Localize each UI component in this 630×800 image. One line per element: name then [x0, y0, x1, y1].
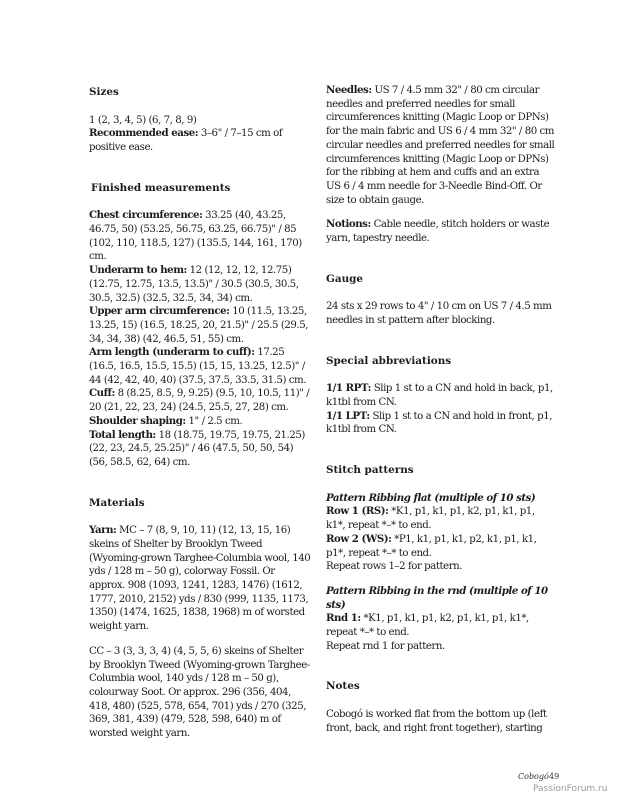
gauge-heading: Gauge [326, 272, 364, 285]
abbreviations-section [326, 355, 556, 437]
left-column [89, 76, 311, 741]
rnd1-text: *K1, p1, k1, p1, k2, p1, k1, p1, k1*, repeat *–* to end. [326, 613, 529, 639]
notions-paragraph [326, 218, 556, 245]
cuff-text: 8 (8.25, 8.5, 9, 9.25) (9.5, 10, 10.5, 11)" / 20 (21, 22, 23, 24) (24.5, 25.5, 27, 28) cm. [89, 388, 310, 414]
sizes-line: 1 (2, 3, 4, 5) (6, 7, 8, 9) [89, 114, 197, 126]
needles-text: US 7 / 4.5 mm 32" / 80 cm circular needles and preferred needles for small circumferences knitting (Magic Loop or DPNs) for the main fabric and US 6 / 4 mm 32" / 80 cm circular needles and preferred needles for small circumferences knitting (Magic Loop or DPNs) for the ribbing at hem and cuffs and an extra US 6 / 4 mm needle for 3-Needle Bind-Off. Or size to obtain gauge. [326, 85, 555, 206]
notes-section [326, 680, 556, 735]
notions-label: Notions: [326, 218, 371, 231]
rnd-pattern [326, 585, 556, 654]
total-length-text: 18 (18.75, 19.75, 19.75, 21.25) (22, 23, 24.5, 25.25)" / 46 (47.5, 50, 50, 54) (56, 58.5, 62, 64) cm. [89, 429, 305, 468]
sizes-section [89, 86, 311, 155]
row2-text: *P1, k1, p1, k1, p2, k1, p1, k1, p1*, repeat *–* to end. [326, 533, 537, 559]
underarm-text: 12 (12, 12, 12, 12.75) (12.75, 12.75, 13.5, 13.5)" / 30.5 (30.5, 30.5, 30.5, 32.5) (32.5, 32.5, 34, 34) cm. [89, 265, 299, 304]
chest-text: 33.25 (40, 43.25, 46.75, 50) (53.25, 56.75, 63.25, 66.75)" / 85 (102, 110, 118.5, 127) (135.5, 144, 161, 170) cm. [89, 210, 302, 263]
arm-length-label: Arm length (underarm to cuff): [89, 346, 255, 359]
arm-length-text: 17.25 (16.5, 16.5, 15.5, 15.5) (15, 15, 13.25, 12.5)" / 44 (42, 42, 40, 40) (37.5, 37.5, 33.5, 31.5) cm. [89, 347, 307, 386]
lpt-text: Slip 1 st to a CN and hold in front, p1, k1tbl from CN. [326, 410, 553, 436]
notions-text: Cable needle, stitch holders or waste yarn, tapestry needle. [326, 219, 550, 245]
notes-text: Cobogó is worked flat from the bottom up (left front, back, and right front together), starting [326, 709, 547, 734]
finished-list [89, 209, 311, 469]
cc-paragraph: CC – 3 (3, 3, 3, 4) (4, 5, 5, 6) skeins of Shelter by Brooklyn Tweed (Wyoming-grown Targhee-Columbia wool, 140 yds / 128 m – 50 g), colourway Soot. Or approx. 296 (356, 404, 418, 480) (525, 578, 654, 701) yds / 270 (325, 369, 381, 439) (479, 528, 598, 640) m of worsted weight yarn. [89, 645, 310, 740]
needles-label: Needles: [326, 84, 372, 96]
right-column [326, 76, 556, 735]
needles-paragraph [326, 84, 556, 207]
rpt-label: 1/1 RPT: [326, 382, 371, 395]
flat-pattern [326, 492, 556, 574]
total-length-label: Total length: [89, 428, 156, 441]
yarn-text: MC – 7 (8, 9, 10, 11) (12, 13, 15, 16) skeins of Shelter by Brooklyn Tweed (Wyoming-grown Targhee-Columbia wool, 140 yds / 128 m – 50 g), colorway Fossil. Or approx. 908 (1093, 1241, 1283, 1476) (1612, 1777, 2010, 2152) yds / 830 (999, 1135, 1173, 1350) (1474, 1625, 1838, 1968) m of worsted weight yarn. [89, 525, 311, 633]
rpt-text: Slip 1 st to a CN and hold in back, p1, k1tbl from CN. [326, 383, 553, 409]
gauge-section [326, 273, 556, 328]
stitch-section [326, 464, 556, 653]
rnd1-label: Rnd 1: [326, 612, 361, 625]
yarn-paragraph [89, 524, 311, 634]
finished-section [89, 182, 311, 470]
ease-text: 3–6" / 7–15 cm of positive ease. [89, 128, 283, 153]
upper-arm-text: 10 (11.5, 13.25, 13.25, 15) (16.5, 18.25, 20, 21.5)" / 25.5 (29.5, 34, 34, 38) (42, 46.5, 51, 55) cm. [89, 306, 309, 345]
sizes-text [89, 114, 311, 155]
stitch-heading: Stitch patterns [326, 464, 414, 477]
cuff-label: Cuff: [89, 387, 115, 400]
rnd-pattern-title: Pattern Ribbing in the rnd (multiple of 10 sts) [326, 584, 548, 611]
upper-arm-label: Upper arm circumference: [89, 305, 230, 318]
footer-title: Cobogó [518, 772, 549, 781]
materials-section [89, 497, 311, 741]
flat-repeat: Repeat rows 1–2 for pattern. [326, 561, 463, 573]
underarm-label: Underarm to hem: [89, 264, 187, 277]
notes-heading: Notes [326, 680, 360, 693]
finished-heading: Finished measurements [91, 181, 231, 194]
rnd-repeat: Repeat rnd 1 for pattern. [326, 640, 445, 652]
sizes-heading: Sizes [89, 86, 119, 98]
abbreviations-heading: Special abbreviations [326, 354, 452, 367]
row2-label: Row 2 (WS): [326, 532, 392, 545]
page-number: 49 [549, 772, 560, 781]
row1-label: Row 1 (RS): [326, 505, 389, 518]
yarn-label: Yarn: [89, 524, 117, 537]
flat-pattern-title: Pattern Ribbing flat (multiple of 10 sts) [326, 491, 536, 504]
watermark: PassionForum.ru [533, 784, 608, 794]
chest-label: Chest circumference: [89, 209, 203, 222]
lpt-label: 1/1 LPT: [326, 409, 370, 422]
row1-text: *K1, p1, k1, p1, k2, p1, k1, p1, k1*, repeat *–* to end. [326, 506, 535, 532]
shoulder-label: Shoulder shaping: [89, 414, 186, 427]
materials-heading: Materials [89, 496, 145, 509]
abbreviations-list [326, 382, 556, 437]
gauge-text: 24 sts x 29 rows to 4" / 10 cm on US 7 / 4.5 mm needles in st pattern after blocking. [326, 301, 552, 327]
ease-label: Recommended ease: [89, 127, 199, 140]
shoulder-text: 1" / 2.5 cm. [185, 415, 243, 427]
